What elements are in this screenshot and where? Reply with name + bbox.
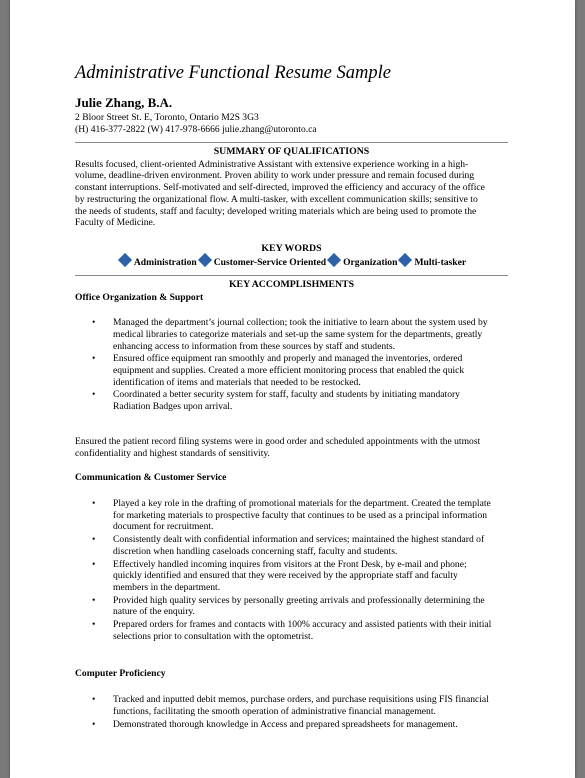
- bullet-icon: •: [92, 389, 96, 401]
- bullet-icon: •: [92, 534, 96, 546]
- bullet-icon: •: [92, 353, 96, 365]
- keyword-item: [326, 257, 397, 269]
- list-item: [75, 719, 508, 731]
- list-item: [75, 619, 508, 642]
- list-item-line: Provided high quality services by personally greeting arrivals and professionally determining the: [113, 594, 485, 606]
- list-item-line: Effectively handled incoming inquires from visitors at the Front Desk, by e-mail and phone;: [113, 558, 467, 570]
- list-item-line: Radiation Badges upon arrival.: [113, 401, 233, 413]
- list-item: [75, 534, 508, 557]
- list-item: [75, 498, 508, 533]
- list-item-line: Prepared orders for frames and contacts with 100% accuracy and assisted patients with their initial: [113, 619, 492, 631]
- list-item-line: nature of the enquiry.: [113, 606, 195, 618]
- summary-line: Results focused, client-oriented Administrative Assistant with extensive experience working in a high-: [75, 158, 469, 170]
- keyword-item: [117, 257, 197, 269]
- list-item-line: quickly identified and ensured that they were received by the appropriate staff and faculty: [113, 570, 458, 582]
- computer-proficiency-heading: Computer Proficiency: [75, 668, 166, 680]
- list-item-line: identification of items and materials that needed to be restocked.: [113, 376, 361, 388]
- list-item: [75, 353, 508, 388]
- bullet-icon: •: [92, 619, 96, 631]
- list-item-line: Managed the department’s journal collection; took the initiative to learn about the system used by: [113, 317, 488, 329]
- phone-email: (H) 416-377-2822 (W) 417-978-6666 julie.zhang@utoronto.ca: [75, 124, 317, 136]
- summary-heading: SUMMARY OF QUALIFICATIONS: [213, 145, 370, 157]
- resume-page: [10, 0, 575, 778]
- keyword-label: Administration: [133, 256, 197, 268]
- bullet-icon: •: [92, 694, 96, 706]
- list-item-line: members in the department.: [113, 581, 221, 593]
- document-title: Administrative Functional Resume Sample: [75, 63, 391, 83]
- list-item-line: medical libraries to categorize materials and set-up the same system for the departments, greatly: [113, 328, 483, 340]
- summary-line: Faculty of Medicine.: [75, 217, 156, 229]
- communication-list: [75, 498, 508, 642]
- list-item: [75, 317, 508, 352]
- computer-proficiency-list: [75, 694, 508, 730]
- summary-text: [75, 159, 508, 229]
- keyword-label: Customer-Service Oriented: [213, 256, 327, 268]
- list-item-line: functions, facilitating the smooth operation of administrative financial management.: [113, 705, 436, 717]
- list-item-line: document for recruitment.: [113, 521, 214, 533]
- keyword-label: Organization: [343, 256, 398, 268]
- office-support-list: [75, 317, 508, 413]
- bullet-icon: •: [92, 317, 96, 329]
- list-item-line: Ensured office equipment ran smoothly and properly and managed the inventories, ordered: [113, 353, 463, 365]
- list-item-line: Coordinated a better security system for staff, faculty and students by initiating mandatory: [113, 389, 460, 401]
- list-item-line: equipment and supplies. Created a more efficient monitoring process that enabled the quick: [113, 365, 465, 377]
- bullet-icon: •: [92, 718, 96, 730]
- summary-line: by restructuring the organizational flow. A multi-tasker, with excellent communication skills; sensitive to: [75, 193, 478, 205]
- communication-heading: Communication & Customer Service: [75, 472, 227, 484]
- list-item: [75, 389, 508, 412]
- keyword-item: [197, 257, 326, 269]
- keywords-heading: KEY WORDS: [261, 242, 322, 254]
- list-item-line: discretion when handling caseloads concerning staff, faculty and students.: [113, 545, 398, 557]
- keyword-item: [397, 257, 466, 269]
- divider: [75, 275, 508, 276]
- list-item: [75, 559, 508, 594]
- paragraph-line: Ensured the patient record filing systems were in good order and scheduled appointments with the utmost: [75, 435, 481, 447]
- resume-content: [75, 62, 508, 731]
- list-item-line: Consistently dealt with confidential information and services; maintained the highest standard of: [113, 534, 485, 546]
- list-item-line: Demonstrated thorough knowledge in Access and prepared spreadsheets for management.: [113, 718, 458, 730]
- list-item-line: enhancing access to information from these sources by staff and students.: [113, 340, 395, 352]
- list-item-line: for marketing materials to prospective faculty that continues to be used as a principal information: [113, 509, 488, 521]
- list-item-line: Played a key role in the drafting of promotional materials for the department. Created the template: [113, 498, 491, 509]
- summary-line: volume, deadline-driven environment. Proven ability to work under pressure and remain focused during: [75, 170, 475, 182]
- office-closing-text: [75, 436, 508, 459]
- keyword-label: Multi-tasker: [414, 256, 467, 268]
- address: 2 Bloor Street St. E, Toronto, Ontario M2S 3G3: [75, 112, 259, 124]
- bullet-icon: •: [92, 498, 96, 509]
- list-item-line: Tracked and inputted debit memos, purchase orders, and purchase requisitions using FIS financial: [113, 694, 489, 706]
- list-item-line: selections prior to consultation with the optometrist.: [113, 630, 314, 642]
- divider: [75, 142, 508, 143]
- candidate-name: Julie Zhang, B.A.: [75, 94, 173, 110]
- paragraph-line: confidentiality and highest standards of sensitivity.: [75, 447, 270, 459]
- bullet-icon: •: [92, 558, 96, 570]
- list-item: [75, 694, 508, 717]
- office-support-heading: Office Organization & Support: [75, 291, 204, 303]
- summary-line: constant interruptions. Self-motivated and self-directed, improved the efficiency and accuracy of the office: [75, 182, 485, 194]
- bullet-icon: •: [92, 594, 96, 606]
- accomplishments-heading: KEY ACCOMPLISHMENTS: [228, 278, 355, 290]
- list-item: [75, 595, 508, 618]
- summary-line: the needs of students, staff and faculty; developed writing materials which are being used to promote the: [75, 205, 477, 217]
- keywords-row: [75, 257, 508, 269]
